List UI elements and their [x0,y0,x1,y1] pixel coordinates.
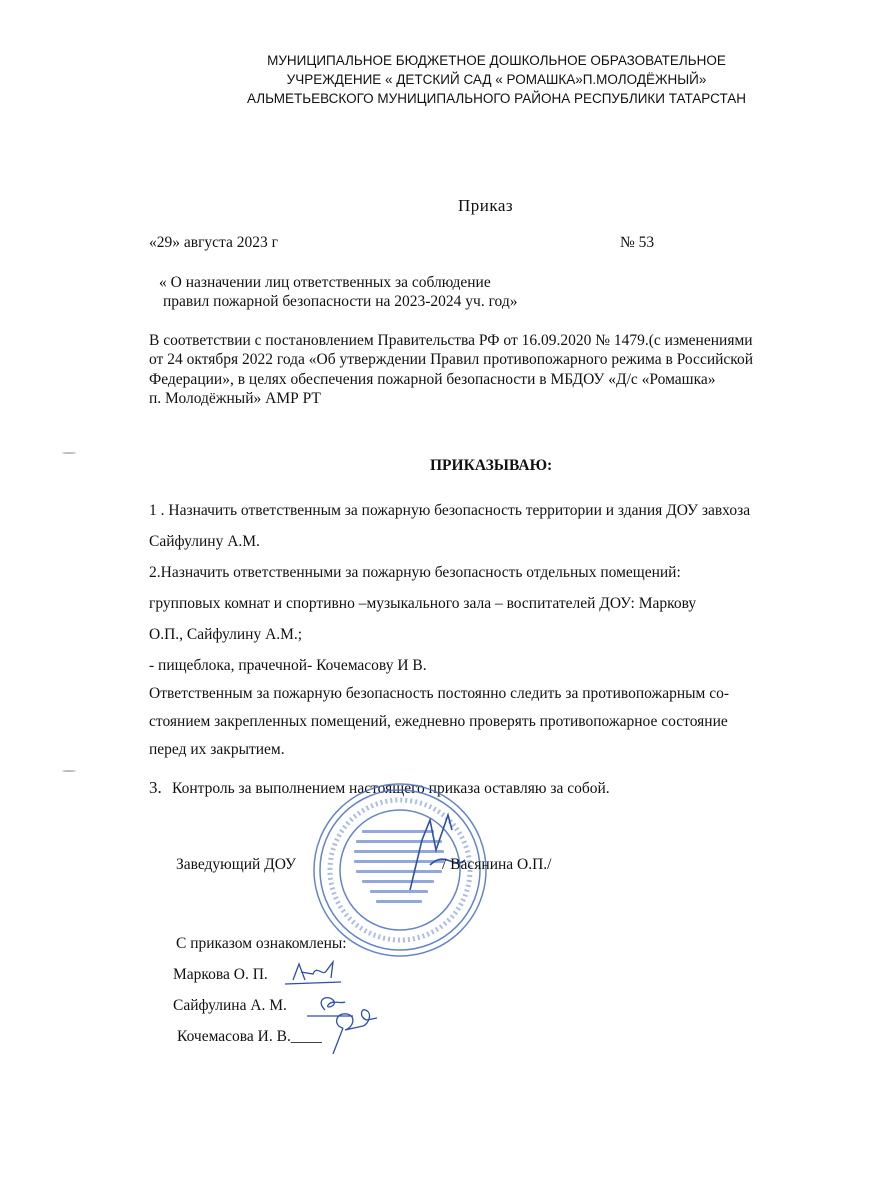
order-word: ПРИКАЗЫВАЮ: [430,457,553,474]
director-position: Заведующий ДОУ [176,856,297,873]
item-3-number: 3. [149,778,162,797]
preamble-line-2: от 24 октября 2022 года «Об утверждении Правил противопожарного режима в Российской [149,351,754,368]
preamble-line-3: Федерации», в целях обеспечения пожарной безопасности в МБДОУ «Д/с «Ромашка» [149,371,716,388]
paragraph-line-2: стоянием закрепленных помещений, ежедневно проверять противопожарное состояние [149,713,728,730]
document-title: Приказ [458,196,514,215]
signature-kochemasova [323,998,383,1058]
order-number: № 53 [620,234,655,251]
item-3-text: Контроль за выполнением настоящего приказа оставляю за собой. [172,780,610,797]
subject-line-2: правил пожарной безопасности на 2023-2024 уч. год» [163,293,518,310]
acquainted-person-3: Кочемасова И. В.____ [177,1028,322,1045]
paragraph-line-1: Ответственным за пожарную безопасность постоянно следить за противопожарным со- [149,685,730,702]
paragraph-line-3: перед их закрытием. [149,741,285,758]
item-1-line-2: Сайфулину А.М. [149,533,260,550]
director-name: / Васянина О.П./ [442,856,552,873]
item-2-line-1: 2.Назначить ответственными за пожарную безопасность отдельных помещений: [149,564,681,581]
scan-artifact [62,770,76,772]
signature-markova [283,958,343,988]
org-name-line-1: МУНИЦИПАЛЬНОЕ БЮДЖЕТНОЕ ДОШКОЛЬНОЕ ОБРАЗОВАТЕЛЬНОЕ [267,53,726,68]
item-2-line-3: О.П., Сайфулину А.М.; [149,626,303,643]
preamble-line-4: п. Молодёжный» АМР РТ [149,390,321,407]
acquainted-title: С приказом ознакомлены: [176,935,347,952]
acquainted-person-2: Сайфулина А. М. [173,997,287,1014]
item-1-line-1: 1 . Назначить ответственным за пожарную безопасность территории и здания ДОУ завхоза [149,502,751,519]
scan-artifact [62,452,76,454]
director-signature [400,810,490,900]
org-name-line-3: АЛЬМЕТЬЕВСКОГО МУНИЦИПАЛЬНОГО РАЙОНА РЕСПУБЛИКИ ТАТАРСТАН [247,91,746,106]
order-date: «29» августа 2023 г [149,234,279,251]
subject-line-1: « О назначении лиц ответственных за соблюдение [159,274,491,291]
item-2-line-4: - пищеблока, прачечной- Кочемасову И В. [149,657,427,674]
org-name-line-2: УЧРЕЖДЕНИЕ « ДЕТСКИЙ САД « РОМАШКА»П.МОЛОДЁЖНЫЙ» [286,72,707,87]
acquainted-person-1: Маркова О. П. [173,966,268,983]
preamble-line-1: В соответствии с постановлением Правительства РФ от 16.09.2020 № 1479.(с изменениями [149,332,753,349]
item-2-line-2: групповых комнат и спортивно –музыкального зала – воспитателей ДОУ: Маркову [149,595,697,612]
